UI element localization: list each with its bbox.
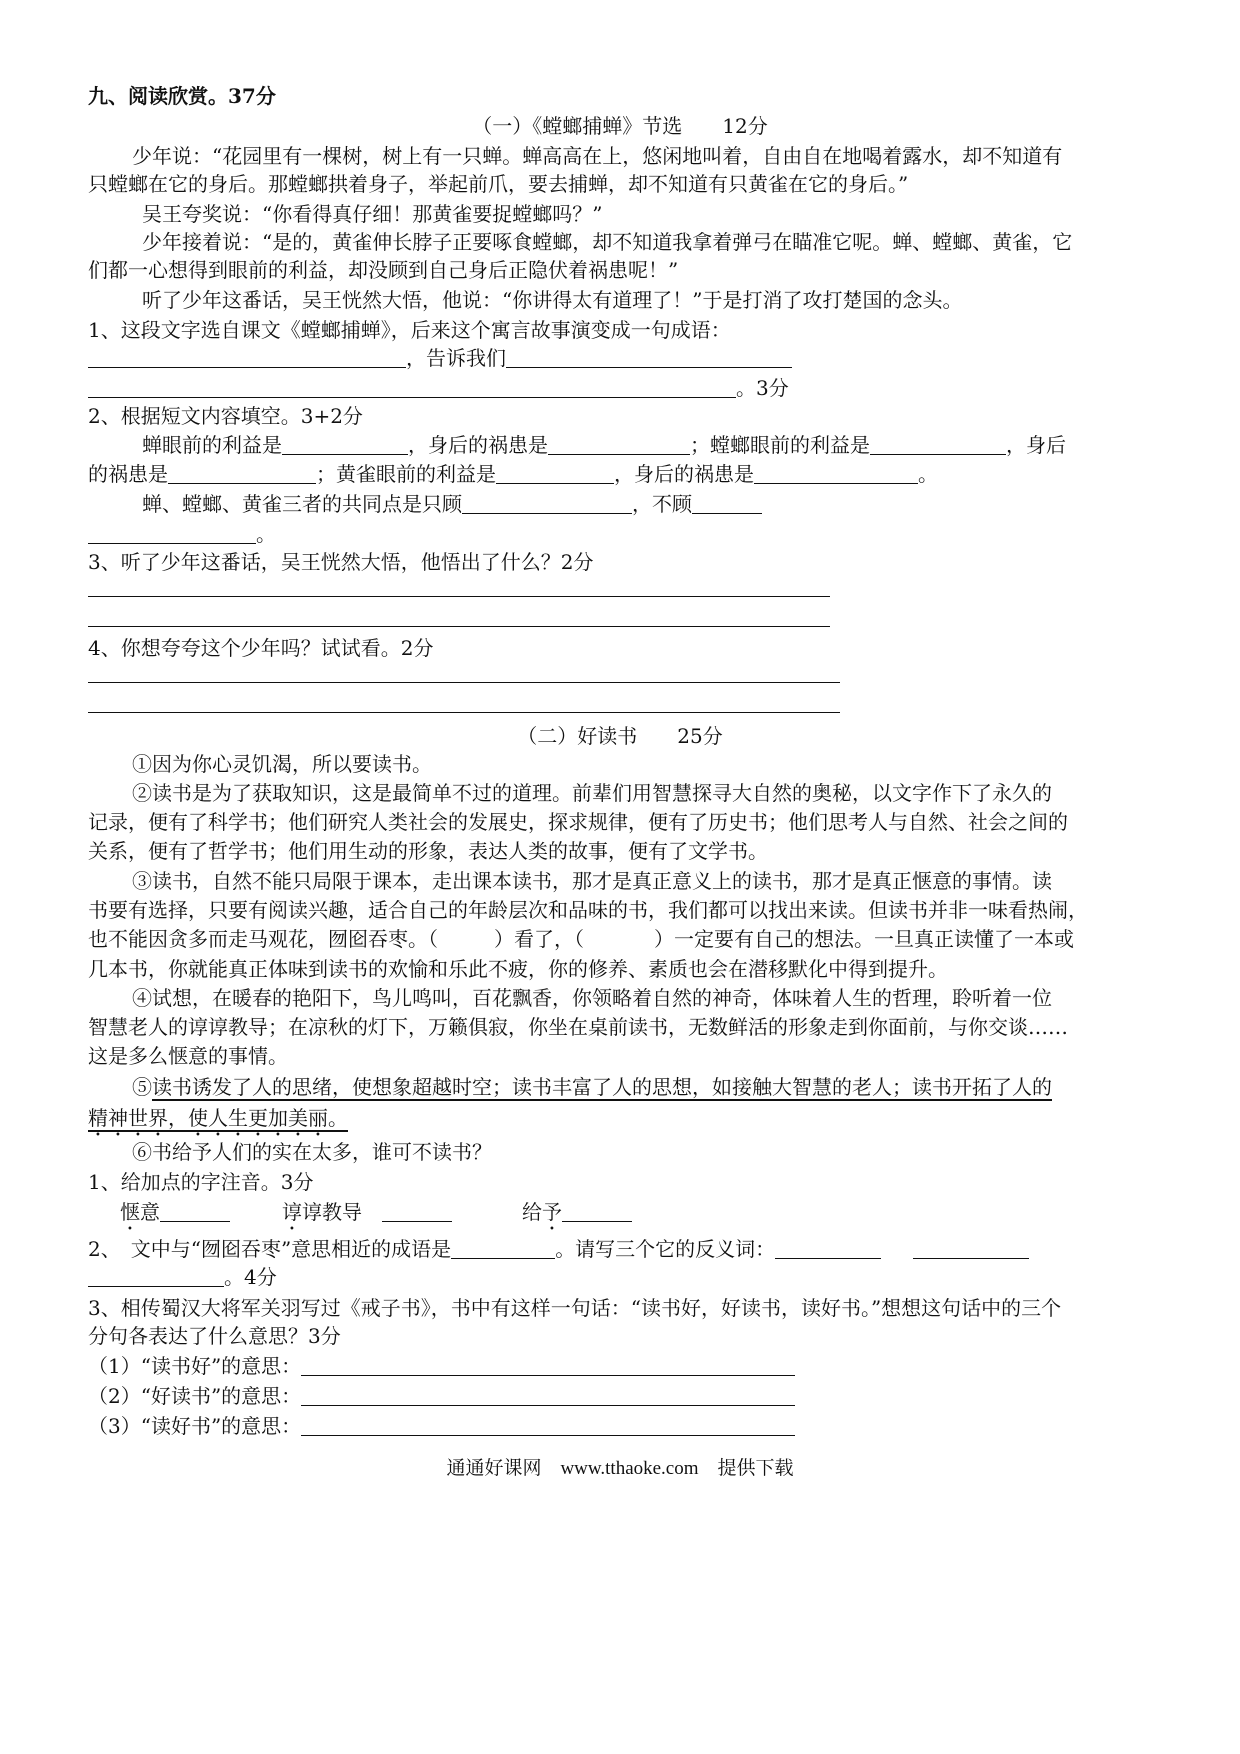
q2-text: ，身后的祸患是 [614,462,754,486]
q2-score: 。4分 [224,1265,277,1289]
antonym-blank-2[interactable] [913,1238,1029,1259]
q2-text: 蝉、螳螂、黄雀三者的共同点是只顾 [142,492,462,516]
section-title: 九、阅读欣赏。37分 [88,84,276,108]
part2-paragraph: ③读书，自然不能只局限于课本，走出课本读书，那才是真正意义上的读书，那才是真正惬意的事情。读 [132,869,1052,893]
oriole-danger-blank[interactable] [754,463,918,484]
part1-question-1: 1、这段文字选自课文《螳螂捕蝉》，后来这个寓言故事演变成一句成语： [88,318,731,342]
common-ignore-blank[interactable] [692,493,762,514]
word-text: 意 [140,1200,160,1224]
part2-paragraph: ④试想，在暖春的艳阳下，鸟儿鸣叫，百花飘香，你领略着自然的神奇，体味着人生的哲理，聆听着一位 [132,986,1052,1010]
answer-line[interactable] [88,626,830,627]
part2-paragraph: 智慧老人的谆谆教导；在凉秋的灯下，万籁俱寂，你坐在桌前读书，无数鲜活的形象走到你面前，与你交谈…… [88,1015,1068,1039]
p3-text: 也不能因贪多而走马观花，囫囵吞枣。（ [88,927,438,951]
p3-text: ）一定要有自己的想法。一旦真正读懂了一本或 [654,927,1074,951]
idiom-blank[interactable] [88,347,406,368]
part1-paragraph: 少年说：“花园里有一棵树，树上有一只蝉。蝉高高在上，悠闲地叫着，自由自在地喝着露水，却不知道有 [132,144,1063,168]
part2-paragraph: ①因为你心灵饥渴，所以要读书。 [132,752,432,776]
part2-paragraph: 这是多么惬意的事情。 [88,1044,288,1068]
underlined-text: 读书诱发了人的思绪，使想象超越时空；读书丰富了人的思想，如接触大智慧的老人；读书开拓了人的 [152,1075,1052,1099]
antonym-blank-1[interactable] [775,1238,881,1259]
q2-text: 2、 文中与“囫囵吞枣”意思相近的成语是 [88,1237,452,1261]
q3-label: （2）“好读书”的意思： [88,1384,302,1408]
common-focus-blank[interactable] [462,493,632,514]
word-text: 谆教导 [302,1200,362,1224]
cicada-danger-blank[interactable] [548,434,690,455]
part2-paragraph: 书要有选择，只要有阅读兴趣，适合自己的年龄层次和品味的书，我们都可以找出来读。但读书并非一味看热闹， [88,898,1088,922]
q3-answer-blank-3[interactable] [301,1415,795,1436]
pinyin-blank-3[interactable] [562,1201,632,1222]
q2-text: 蝉眼前的利益是 [142,433,282,457]
part1-question-3: 3、听了少年这番话，吴王恍然大悟，他悟出了什么？2分 [88,550,594,574]
pinyin-blank-1[interactable] [160,1201,230,1222]
page-footer: 通通好课网 www.tthaoke.com 提供下载 [446,1458,794,1479]
p3-text: ）看了，（ [494,927,584,951]
part1-paragraph: 少年接着说：“是的，黄雀伸长脖子正要啄食螳螂，却不知道我拿着弹弓在瞄准它呢。蝉、螳螂、黄雀，它 [142,230,1073,254]
part2-paragraph: ②读书是为了获取知识，这是最简单不过的道理。前辈们用智慧探寻大自然的奥秘，以文字作下了永久的 [132,781,1052,805]
part2-paragraph: 几本书，你就能真正体味到读书的欢愉和乐此不疲，你的修养、素质也会在潜移默化中得到提升。 [88,957,948,981]
q2-text: ；黄雀眼前的利益是 [316,462,496,486]
part1-paragraph: 听了少年这番话，吴王恍然大悟，他说：“你讲得太有道理了！”于是打消了攻打楚国的念头。 [142,288,963,312]
q2-text: 。 [918,462,938,486]
underlined-text: 精神世界，使人生更加美丽。 [88,1106,348,1130]
part2-q3-item [88,1412,1158,1440]
common-ignore-blank-2[interactable] [88,523,256,544]
q2-text: ，不顾 [632,492,692,516]
part1-q2-line [88,520,1158,548]
part2-paragraph: ⑥书给予人们的实在太多，谁可不读书？ [132,1140,492,1164]
word-text: 给 [522,1200,542,1224]
mantis-danger-blank[interactable] [168,463,316,484]
pinyin-line [120,1198,1190,1235]
part2-question-3: 分句各表达了什么意思？3分 [88,1324,341,1348]
part1-q1-answer-line-2 [88,374,1158,402]
part2-q3-item [88,1382,1158,1410]
pinyin-blank-2[interactable] [382,1201,452,1222]
similar-idiom-blank[interactable] [451,1238,555,1259]
oriole-benefit-blank[interactable] [496,463,614,484]
q3-label: （3）“读好书”的意思： [88,1414,302,1438]
part2-underlined-paragraph [88,1104,1158,1141]
p5-number: ⑤ [132,1075,152,1099]
part2-paragraph: 记录，便有了科学书；他们研究人类社会的发展史，探求规律，便有了历史书；他们思考人与自然、社会之间的 [88,810,1068,834]
q3-answer-blank-1[interactable] [301,1355,795,1376]
lesson-blank-2[interactable] [88,377,736,398]
part2-question-1: 1、给加点的字注音。3分 [88,1170,314,1194]
answer-line[interactable] [88,712,840,713]
lesson-blank[interactable] [506,347,792,368]
q2-text: 。 [256,522,276,546]
part1-paragraph: 们都一心想得到眼前的利益，却没顾到自己身后正隐伏着祸患呢！” [88,258,679,282]
part1-question-2: 2、根据短文内容填空。3+2分 [88,404,363,428]
q3-answer-blank-2[interactable] [301,1385,795,1406]
q2-text: 的祸患是 [88,462,168,486]
part1-q1-answer-line [88,344,1158,372]
part2-underlined-paragraph [132,1073,1162,1101]
q2-text: ；螳螂眼前的利益是 [690,433,870,457]
part2-question-2 [88,1235,1158,1263]
part2-question-2-cont [88,1263,1158,1291]
q2-text: ，身后的祸患是 [408,433,548,457]
part1-q2-line [142,490,1162,518]
part2-heading: （二）好读书 25分 [517,724,723,748]
q3-label: （1）“读书好”的意思： [88,1354,302,1378]
part1-heading: （一）《螳螂捕蝉》节选 12分 [472,114,768,138]
answer-line[interactable] [88,682,840,683]
q1-score: 。3分 [736,376,789,400]
part2-paragraph: 关系，便有了哲学书；他们用生动的形象，表达人类的故事，便有了文学书。 [88,839,768,863]
part1-q2-line [88,460,1158,488]
part1-q2-line [142,431,1162,459]
part2-paragraph-with-blanks [88,925,1158,953]
part2-question-3: 3、相传蜀汉大将军关羽写过《戒子书》，书中有这样一句话：“读书好，好读书，读好书。”想想这句话中的三个 [88,1296,1062,1320]
mantis-benefit-blank[interactable] [870,434,1006,455]
dotted-char: 予 [542,1200,562,1224]
cicada-benefit-blank[interactable] [282,434,408,455]
part1-paragraph: 吴王夸奖说：“你看得真仔细！那黄雀要捉螳螂吗？” [142,202,603,226]
answer-line[interactable] [88,596,830,597]
q2-text: 。请写三个它的反义词： [555,1237,776,1261]
dotted-char: 惬 [120,1200,140,1224]
part2-q3-item [88,1352,1158,1380]
antonym-blank-3[interactable] [88,1266,224,1287]
q2-text: ，身后 [1006,433,1066,457]
q1-tell-text: ，告诉我们 [406,346,506,370]
part1-paragraph: 只螳螂在它的身后。那螳螂拱着身子，举起前爪，要去捕蝉，却不知道有只黄雀在它的身后。” [88,172,909,196]
dotted-char: 谆 [282,1200,302,1224]
part1-question-4: 4、你想夸夸这个少年吗？试试看。2分 [88,636,434,660]
